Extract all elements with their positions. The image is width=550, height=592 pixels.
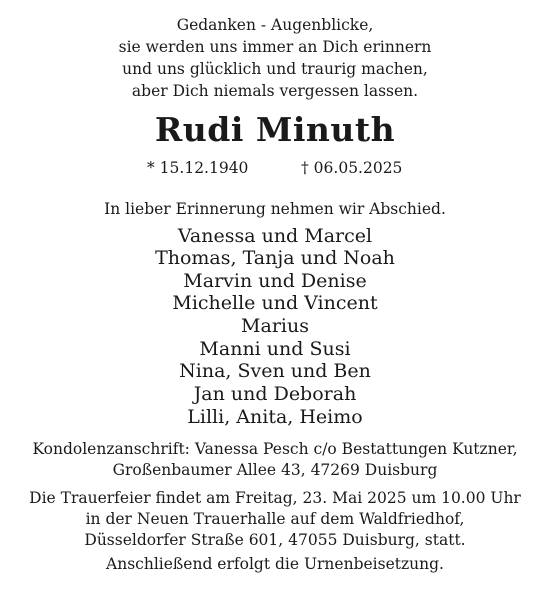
mourner-line: Marius <box>241 315 309 337</box>
birth-date: * 15.12.1940 <box>147 159 249 177</box>
poem-line: und uns glücklich und traurig machen, <box>122 60 428 78</box>
poem-line: Gedanken - Augenblicke, <box>176 16 374 34</box>
condolence-line: Kondolenzanschrift: Vanessa Pesch c/o Bestattungen Kutzner, <box>32 440 518 458</box>
death-date: † 06.05.2025 <box>301 159 403 177</box>
mourner-line: Nina, Sven und Ben <box>179 360 371 382</box>
ceremony-line: in der Neuen Trauerhalle auf dem Waldfriedhof, <box>85 510 465 528</box>
poem-line: aber Dich niemals vergessen lassen. <box>131 82 419 100</box>
mourner-line: Marvin und Denise <box>183 270 367 292</box>
ceremony-line: Düsseldorfer Straße 601, 47055 Duisburg, statt. <box>84 531 466 549</box>
ceremony-line: Die Trauerfeier findet am Freitag, 23. Mai 2025 um 10.00 Uhr <box>29 489 521 507</box>
mourner-line: Lilli, Anita, Heimo <box>187 406 363 428</box>
deceased-name: Rudi Minuth <box>154 110 396 149</box>
farewell-intro: In lieber Erinnerung nehmen wir Abschied. <box>104 200 446 218</box>
mourner-line: Thomas, Tanja und Noah <box>155 247 395 269</box>
mourner-line: Jan und Deborah <box>193 383 357 405</box>
mourner-line: Michelle und Vincent <box>172 292 378 314</box>
condolence-line: Großenbaumer Allee 43, 47269 Duisburg <box>112 461 438 479</box>
mourner-line: Vanessa und Marcel <box>177 225 373 247</box>
mourner-line: Manni und Susi <box>199 338 351 360</box>
poem-line: sie werden uns immer an Dich erinnern <box>118 38 432 56</box>
closing-line: Anschließend erfolgt die Urnenbeisetzung. <box>106 555 444 573</box>
